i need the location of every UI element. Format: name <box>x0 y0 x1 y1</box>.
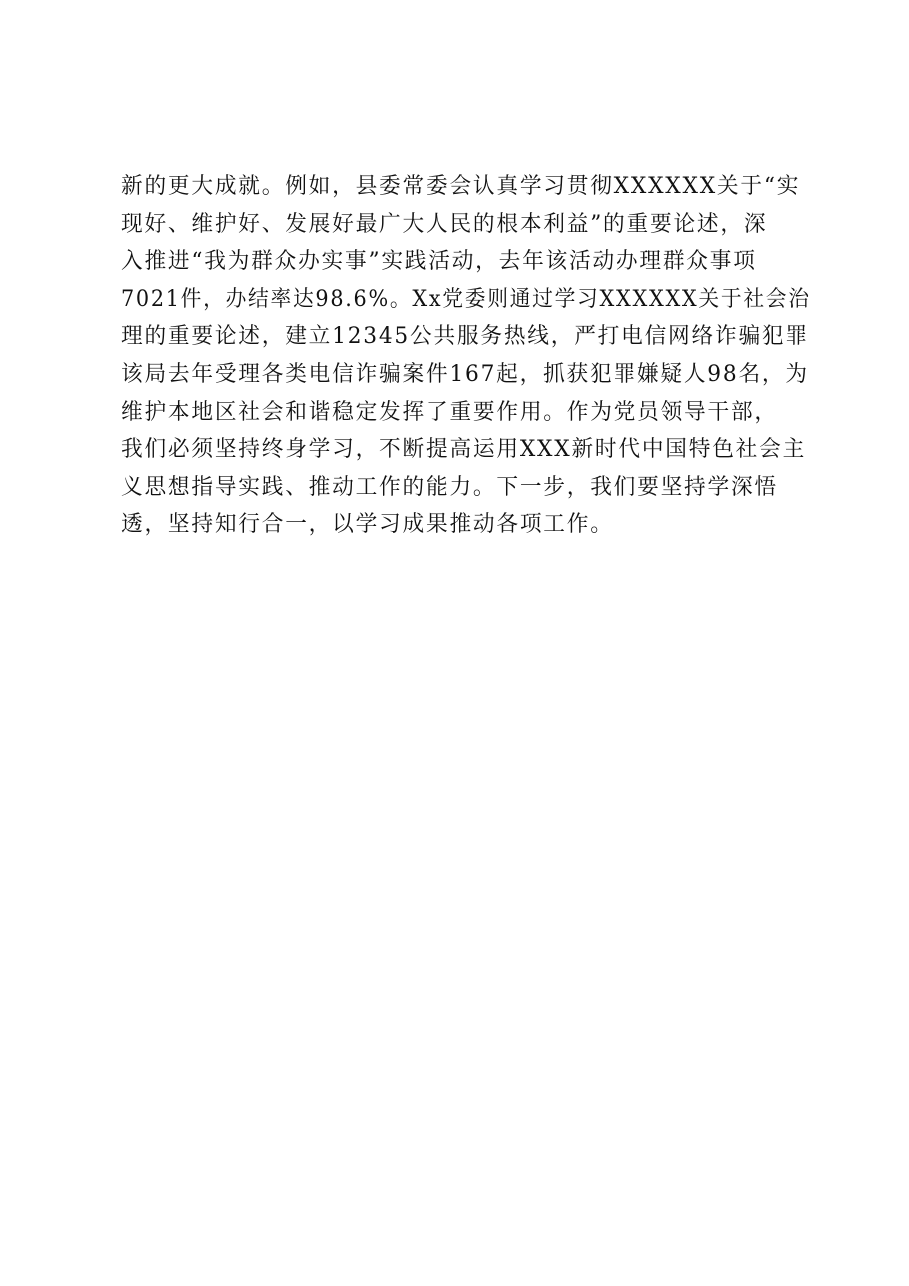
paragraph-line-4: 7021件，办结率达98.6%。Xx党委则通过学习XXXXXX关于社会治 <box>121 286 811 312</box>
paragraph-line-10: 透，坚持知行合一，以学习成果推动各项工作。 <box>121 512 614 538</box>
paragraph-line-8: 我们必须坚持终身学习，不断提高运用XXX新时代中国特色社会主 <box>121 437 807 463</box>
paragraph-line-9: 义思想指导实践、推动工作的能力。下一步，我们要坚持学深悟 <box>121 474 778 500</box>
body-paragraph <box>121 168 821 544</box>
paragraph-line-3: 入推进“我为群众办实事”实践活动，去年该活动办理群众事项 <box>121 249 757 275</box>
paragraph-line-5: 理的重要论述，建立12345公共服务热线，严打电信网络诈骗犯罪 <box>121 324 809 350</box>
paragraph-line-1: 新的更大成就。例如，县委常委会认真学习贯彻XXXXXX关于“实 <box>121 174 801 199</box>
paragraph-line-2: 现好、维护好、发展好最广大人民的根本利益”的重要论述，深 <box>121 211 768 237</box>
paragraph-line-7: 维护本地区社会和谐稳定发挥了重要作用。作为党员领导干部， <box>121 399 778 425</box>
paragraph-line-6: 该局去年受理各类电信诈骗案件167起，抓获犯罪嫌疑人98名，为 <box>121 361 809 387</box>
